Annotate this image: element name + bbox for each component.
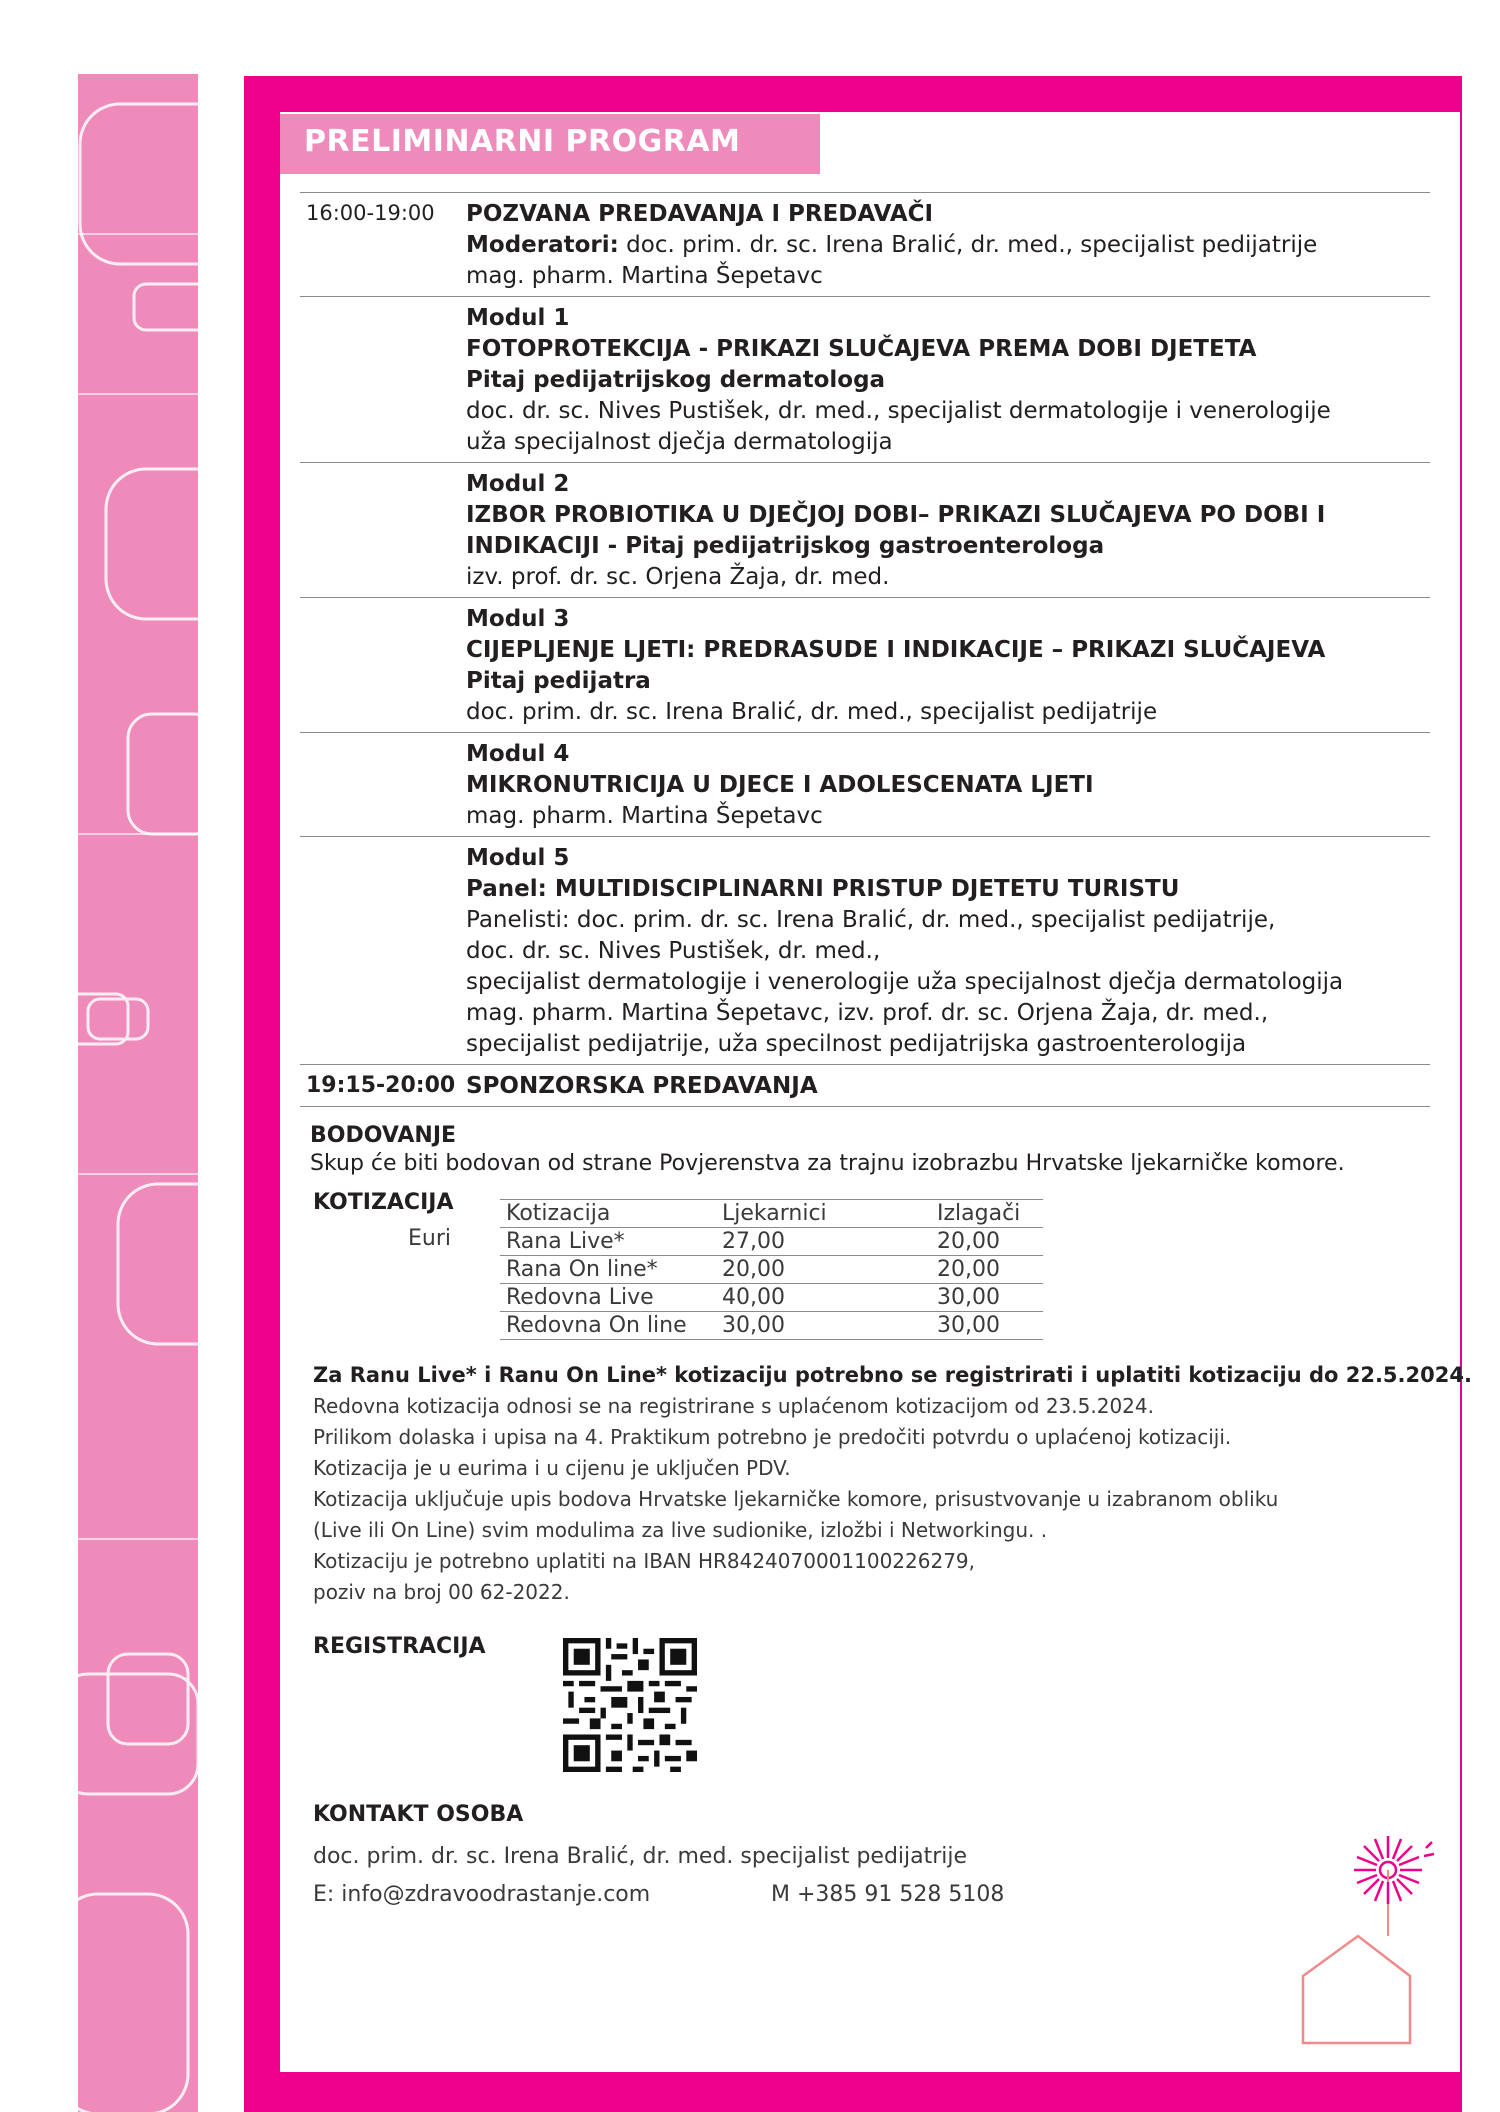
table-row bbox=[500, 1312, 1043, 1340]
session-title: SPONZORSKA PREDAVANJA bbox=[466, 1073, 818, 1099]
kotizacija-table bbox=[500, 1199, 1043, 1340]
modul-title: CIJEPLJENJE LJETI: PREDRASUDE I INDIKACIJE – PRIKAZI SLUČAJEVA bbox=[466, 637, 1326, 663]
table-cell: Rana On line* bbox=[500, 1256, 716, 1284]
table-cell: Redovna Live bbox=[500, 1284, 716, 1312]
registracija-heading: REGISTRACIJA bbox=[313, 1634, 486, 1659]
table-row bbox=[500, 1228, 1043, 1256]
modul-title: Panel: MULTIDISCIPLINARNI PRISTUP DJETETU TURISTU bbox=[466, 876, 1180, 902]
table-cell: 27,00 bbox=[716, 1228, 931, 1256]
table-row bbox=[500, 1256, 1043, 1284]
table-cell: Rana Live* bbox=[500, 1228, 716, 1256]
table-cell: 20,00 bbox=[716, 1256, 931, 1284]
modul-speaker: mag. pharm. Martina Šepetavc bbox=[466, 803, 823, 829]
kotizacija-heading: KOTIZACIJA bbox=[313, 1190, 454, 1215]
table-cell: Redovna On line bbox=[500, 1312, 716, 1340]
kotizacija-notes bbox=[313, 1360, 1472, 1608]
modul-name: Modul 2 bbox=[466, 471, 570, 497]
table-cell: 30,00 bbox=[931, 1284, 1043, 1312]
notes-line: Kotizacija uključuje upis bodova Hrvatske ljekarničke komore, prisustvovanje u izabranom obliku bbox=[313, 1487, 1279, 1511]
modul-title: MIKRONUTRICIJA U DJECE I ADOLESCENATA LJETI bbox=[466, 772, 1094, 798]
column-header: Ljekarnici bbox=[716, 1200, 931, 1228]
modul-subtitle: Pitaj pedijatrijskog dermatologa bbox=[466, 367, 886, 393]
contact-email[interactable]: E: info@zdravoodrastanje.com bbox=[313, 1882, 651, 1907]
modul-name: Modul 1 bbox=[466, 305, 570, 331]
section-banner bbox=[280, 114, 820, 174]
modul-name: Modul 3 bbox=[466, 606, 570, 632]
dandelion-house-logo-icon bbox=[1300, 1828, 1450, 2068]
bodovanje-heading: BODOVANJE bbox=[310, 1123, 457, 1148]
table-cell: 20,00 bbox=[931, 1228, 1043, 1256]
column-header: Kotizacija bbox=[500, 1200, 716, 1228]
notes-lead: Za Ranu Live* i Ranu On Line* kotizaciju potrebno se registrirati i uplatiti kotizaciju do 22.5.2024. bbox=[313, 1363, 1472, 1387]
moderators-label: Moderatori: bbox=[466, 232, 619, 258]
program-table bbox=[300, 192, 1430, 1107]
panelists-line-1: Panelisti: doc. prim. dr. sc. Irena Bralić, dr. med., specijalist pedijatrije, bbox=[466, 907, 1276, 933]
modul-subtitle: Pitaj pedijatra bbox=[466, 668, 651, 694]
notes-line: Kotizacija je u eurima i u cijenu je uključen PDV. bbox=[313, 1456, 791, 1480]
panelists-line-3: specijalist dermatologije i venerologije uža specijalnost dječja dermatologija bbox=[466, 969, 1344, 995]
moderators-line-2: mag. pharm. Martina Šepetavc bbox=[466, 263, 823, 289]
moderators-text: doc. prim. dr. sc. Irena Bralić, dr. med., specijalist pedijatrije bbox=[618, 232, 1318, 258]
notes-line: Prilikom dolaska i upisa na 4. Praktikum potrebno je predočiti potvrdu o uplaćenoj kotizaciji. bbox=[313, 1425, 1232, 1449]
panelists-line-2: doc. dr. sc. Nives Pustišek, dr. med., bbox=[466, 938, 881, 964]
program-row-session2 bbox=[300, 1064, 1430, 1107]
modul-name: Modul 4 bbox=[466, 741, 570, 767]
modul-title-2: INDIKACIJI - Pitaj pedijatrijskog gastroenterologa bbox=[466, 533, 1105, 559]
contact-phone[interactable]: M +385 91 528 5108 bbox=[771, 1882, 1005, 1907]
notes-line: Redovna kotizacija odnosi se na registrirane s uplaćenom kotizacijom od 23.5.2024. bbox=[313, 1394, 1154, 1418]
modul-speaker: doc. dr. sc. Nives Pustišek, dr. med., specijalist dermatologije i venerologije bbox=[466, 398, 1331, 424]
program-row-modul2 bbox=[300, 462, 1430, 597]
program-row-session1 bbox=[300, 192, 1430, 296]
session-time: 16:00-19:00 bbox=[306, 201, 435, 225]
modul-speaker: izv. prof. dr. sc. Orjena Žaja, dr. med. bbox=[466, 564, 890, 590]
registration-qr-code[interactable] bbox=[563, 1638, 697, 1772]
kontakt-heading: KONTAKT OSOBA bbox=[313, 1802, 524, 1827]
modul-title: FOTOPROTEKCIJA - PRIKAZI SLUČAJEVA PREMA DOBI DJETETA bbox=[466, 336, 1257, 362]
bodovanje-text: Skup će biti bodovan od strane Povjerenstva za trajnu izobrazbu Hrvatske ljekarničke komore. bbox=[310, 1151, 1345, 1176]
program-row-modul4 bbox=[300, 732, 1430, 836]
panelists-line-5: specijalist pedijatrije, uža specilnost pedijatrijska gastroenterologija bbox=[466, 1031, 1247, 1057]
rounded-squares-pattern bbox=[78, 74, 198, 2112]
modul-speaker: doc. prim. dr. sc. Irena Bralić, dr. med., specijalist pedijatrije bbox=[466, 699, 1158, 725]
program-row-modul3 bbox=[300, 597, 1430, 732]
program-row-modul1 bbox=[300, 296, 1430, 462]
table-header-row bbox=[500, 1200, 1043, 1228]
modul-title: IZBOR PROBIOTIKA U DJEČJOJ DOBI– PRIKAZI SLUČAJEVA PO DOBI I bbox=[466, 502, 1326, 528]
bodovanje-section bbox=[310, 1122, 1345, 1178]
kontakt-section bbox=[313, 1838, 1005, 1914]
moderators-line bbox=[466, 230, 1430, 261]
table-row bbox=[500, 1284, 1043, 1312]
modul-name: Modul 5 bbox=[466, 845, 570, 871]
session-time: 19:15-20:00 bbox=[306, 1073, 456, 1098]
table-cell: 40,00 bbox=[716, 1284, 931, 1312]
notes-line: (Live ili On Line) svim modulima za live sudionike, izložbi i Networkingu. . bbox=[313, 1518, 1048, 1542]
decorative-side-strip bbox=[78, 74, 198, 2112]
contact-name: doc. prim. dr. sc. Irena Bralić, dr. med. specijalist pedijatrije bbox=[313, 1844, 968, 1869]
session-title: POZVANA PREDAVANJA I PREDAVAČI bbox=[466, 201, 934, 227]
notes-line: poziv na broj 00 62-2022. bbox=[313, 1580, 570, 1604]
table-cell: 30,00 bbox=[931, 1312, 1043, 1340]
table-cell: 20,00 bbox=[931, 1256, 1043, 1284]
currency-label: Euri bbox=[408, 1226, 452, 1251]
banner-title: PRELIMINARNI PROGRAM bbox=[304, 124, 741, 159]
table-cell: 30,00 bbox=[716, 1312, 931, 1340]
program-row-modul5 bbox=[300, 836, 1430, 1064]
notes-line: Kotizaciju je potrebno uplatiti na IBAN HR8424070001100226279, bbox=[313, 1549, 976, 1573]
column-header: Izlagači bbox=[931, 1200, 1043, 1228]
modul-speaker-2: uža specijalnost dječja dermatologija bbox=[466, 429, 893, 455]
panelists-line-4: mag. pharm. Martina Šepetavc, izv. prof. dr. sc. Orjena Žaja, dr. med., bbox=[466, 1000, 1269, 1026]
